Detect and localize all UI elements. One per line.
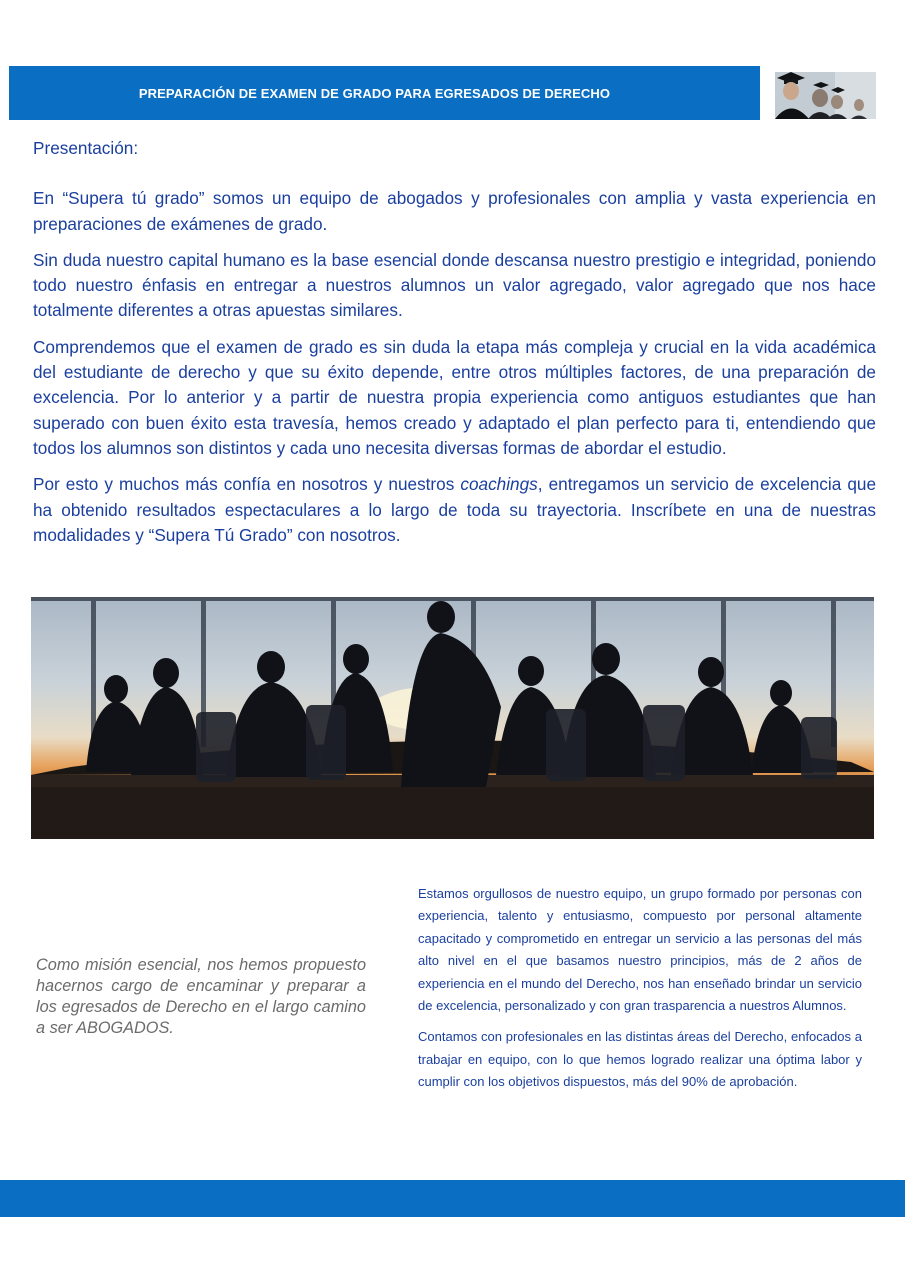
- intro-paragraph-4: [33, 472, 876, 548]
- intro-section: [33, 136, 876, 570]
- team-paragraph-2: Contamos con profesionales en las distintas áreas del Derecho, enfocados a trabajar en equipo, con lo que hemos logrado realizar una óptima labor y cumplir con los objetivos dispuestos, más del 90% de aprobación.: [418, 1029, 862, 1090]
- intro-paragraph-4-end: , entregamos un servicio de excelencia que ha obtenido resultados espectaculares a lo largo de toda su trayectoria. Inscríbete en una de nuestras modalidades y “Supera Tú Grado” con nosotros.: [33, 474, 876, 545]
- team-section: [418, 883, 862, 1103]
- graduates-photo: [775, 72, 876, 119]
- intro-paragraph-4-start: Por esto y muchos más confía en nosotros y nuestros: [33, 474, 461, 495]
- header-bar: [9, 66, 760, 120]
- header-title: PREPARACIÓN DE EXAMEN DE GRADO PARA EGRESADOS DE DERECHO: [138, 85, 611, 101]
- coachings-term: coachings: [460, 474, 538, 495]
- intro-heading: Presentación:: [33, 138, 139, 158]
- mission-statement: Como misión esencial, nos hemos propuesto hacernos cargo de encaminar y preparar a los egresados de Derecho en el largo camino a ser ABOGADOS.: [36, 956, 366, 1037]
- intro-paragraph-1: En “Supera tú grado” somos un equipo de abogados y profesionales con amplia y vasta experiencia en preparaciones de exámenes de grado.: [33, 188, 876, 234]
- intro-paragraph-2: Sin duda nuestro capital humano es la base esencial donde descansa nuestro prestigio e integridad, poniendo todo nuestro énfasis en entregar a nuestros alumnos un valor agregado, valor agregado que nos hace totalmente diferentes a otras apuestas similares.: [33, 249, 876, 321]
- team-paragraph-1: Estamos orgullosos de nuestro equipo, un grupo formado por personas con experiencia, talento y entusiasmo, compuesto por personal altamente capacitado y comprometido en entregar un servicio a las personas del más alto nivel en el que basamos nuestro principios, más de 2 años de experiencia en el mundo del Derecho, nos han enseñado brindar un servicio de excelencia, personalizado y con gran trasparencia a nuestros Alumnos.: [418, 886, 862, 1014]
- meeting-silhouette-photo: [31, 597, 874, 839]
- intro-paragraph-3: Comprendemos que el examen de grado es sin duda la etapa más compleja y crucial en la vida académica del estudiante de derecho y que su éxito depende, entre otros múltiples factores, de una preparación de excelencia. Por lo anterior y a partir de nuestra propia experiencia como antiguos estudiantes que han superado con buen éxito esta travesía, hemos creado y adaptado el plan perfecto para ti, entendiendo que todos los alumnos son distintos y cada uno necesita diversas formas de abordar el estudio.: [33, 336, 876, 458]
- footer-bar: [0, 1180, 905, 1217]
